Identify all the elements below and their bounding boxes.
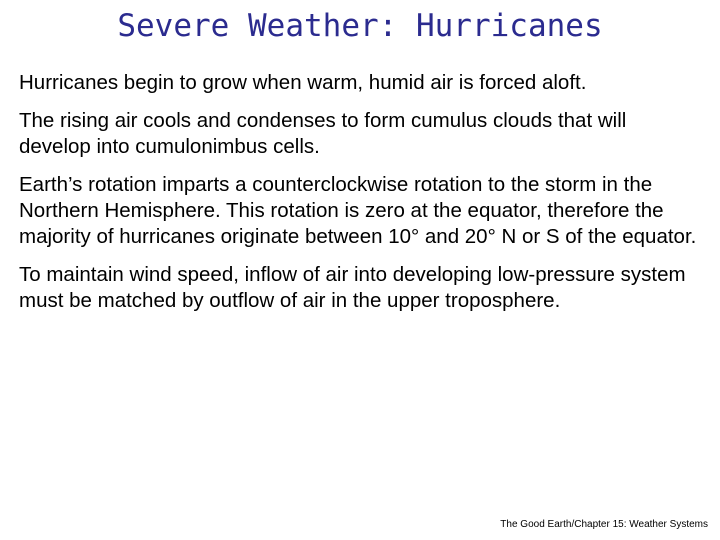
- slide-footer: The Good Earth/Chapter 15: Weather Systems: [500, 519, 708, 530]
- slide-title: Severe Weather: Hurricanes: [117, 8, 603, 44]
- paragraph-wind-speed: To maintain wind speed, inflow of air into developing low-pressure system must be matched by outflow of air in the upper troposphere.: [19, 263, 686, 312]
- paragraph-hurricane-growth: Hurricanes begin to grow when warm, humid air is forced aloft.: [19, 71, 587, 94]
- slide-body: [19, 70, 699, 326]
- paragraph-rising-air: The rising air cools and condenses to form cumulus clouds that will develop into cumulonimbus cells.: [19, 109, 627, 158]
- paragraph-earth-rotation: Earth’s rotation imparts a counterclockwise rotation to the storm in the Northern Hemisphere. This rotation is zero at the equator, therefore the majority of hurricanes originate between 10° and 20° N or S of the equator.: [19, 173, 697, 248]
